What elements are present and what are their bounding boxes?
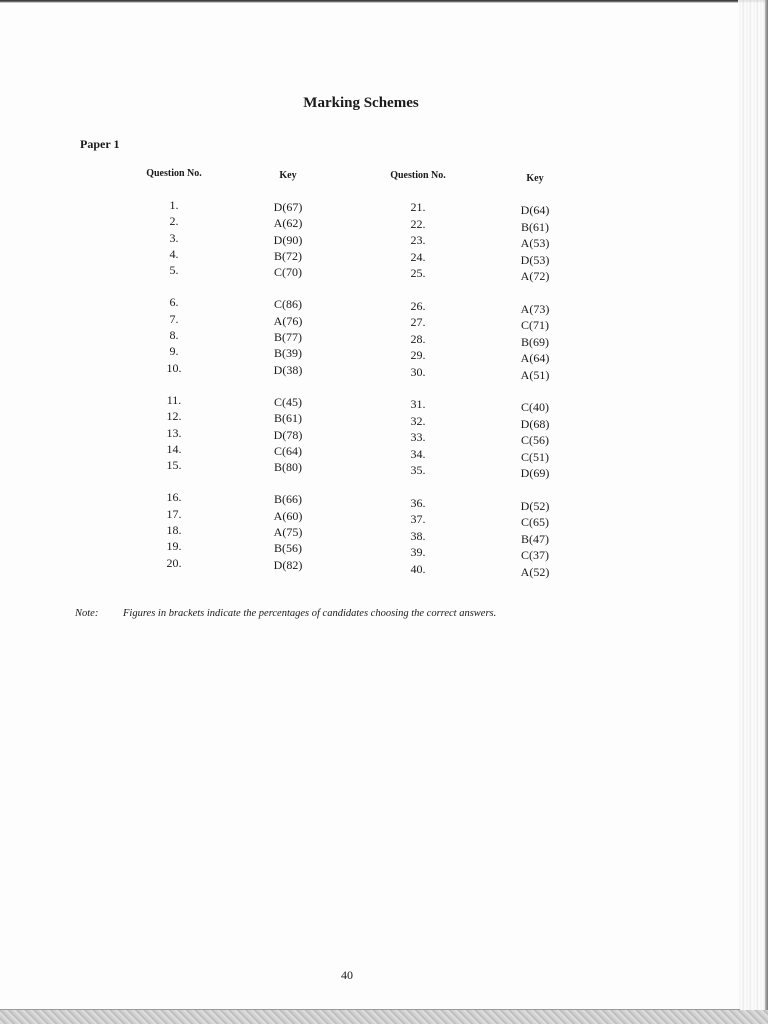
answer-key: B(77) (274, 330, 302, 345)
answer-key: B(56) (274, 541, 302, 556)
answer-key: C(86) (274, 297, 302, 312)
answer-key: A(75) (273, 525, 303, 540)
answer-key: C(70) (274, 265, 302, 280)
question-number: 14. (166, 441, 182, 456)
question-column-left (134, 167, 214, 571)
question-number: 40. (410, 561, 426, 576)
answer-key: C(45) (274, 394, 302, 409)
group-spacer (495, 482, 575, 498)
question-number: 2. (169, 214, 179, 229)
answer-key: A(51) (520, 367, 550, 382)
answer-key: C(71) (521, 318, 549, 332)
question-number: 32. (410, 413, 426, 428)
question-column-right (378, 169, 458, 577)
question-header-left: Question No. (146, 168, 202, 179)
question-number: 11. (166, 392, 182, 407)
question-number: 26. (410, 298, 426, 313)
group-spacer (378, 183, 458, 199)
question-number: 6. (169, 295, 179, 310)
question-number: 16. (166, 490, 182, 505)
question-number: 4. (169, 246, 179, 261)
footnote-label: Note: (75, 608, 99, 619)
question-number: 9. (169, 344, 179, 359)
answer-key: A(76) (273, 313, 303, 328)
question-number: 38. (410, 528, 426, 543)
group-spacer (134, 181, 214, 197)
question-number: 36. (410, 495, 426, 510)
answer-key: D(78) (273, 427, 303, 442)
group-spacer (495, 383, 575, 399)
question-number: 29. (410, 348, 426, 362)
answer-key: D(52) (520, 498, 550, 513)
question-header-right: Question No. (390, 170, 446, 181)
question-number: 19. (166, 539, 182, 554)
answer-key: B(80) (274, 460, 302, 475)
group-spacer (134, 376, 214, 392)
page-title: Marking Schemes (303, 95, 419, 111)
answer-key: A(64) (520, 351, 550, 365)
answer-key: C(64) (274, 443, 302, 458)
question-number: 17. (166, 506, 182, 521)
group-spacer (495, 285, 575, 301)
key-header-left: Key (279, 170, 297, 181)
question-number: 20. (166, 555, 182, 570)
question-number: 39. (410, 545, 426, 559)
answer-key: D(53) (520, 252, 550, 267)
answer-key: D(82) (273, 557, 303, 572)
answer-key: D(67) (273, 200, 303, 214)
scan-bottom-edge (0, 1010, 768, 1024)
question-number: 22. (410, 216, 426, 231)
question-number: 31. (410, 397, 426, 411)
group-spacer (495, 186, 575, 202)
answer-key: D(38) (273, 362, 303, 377)
group-spacer (378, 282, 458, 298)
answer-key: B(72) (274, 248, 302, 263)
question-number: 27. (410, 315, 426, 329)
answer-key: B(47) (521, 531, 549, 546)
page-number: 40 (341, 968, 353, 982)
question-number: 37. (410, 512, 426, 526)
question-number: 28. (410, 331, 426, 346)
question-number: 30. (410, 364, 426, 379)
answer-key: A(53) (520, 236, 550, 250)
question-number: 5. (169, 263, 179, 278)
question-number: 1. (169, 198, 179, 212)
question-number: 21. (410, 200, 426, 214)
answer-key: A(72) (520, 269, 550, 283)
answer-key: B(61) (521, 219, 549, 234)
question-number: 7. (169, 311, 179, 326)
answer-key: C(40) (521, 400, 549, 414)
answer-key: C(56) (521, 433, 549, 447)
scan-right-binding-shadow (738, 0, 768, 1024)
answer-key: C(65) (521, 515, 549, 529)
group-spacer (378, 380, 458, 396)
question-number: 10. (166, 360, 182, 375)
group-spacer (248, 378, 328, 394)
answer-key: C(51) (521, 449, 549, 464)
key-column-left (248, 169, 328, 573)
question-number: 35. (410, 463, 426, 477)
footnote (75, 608, 496, 619)
key-header-right: Key (526, 173, 544, 184)
key-column-right (495, 172, 575, 580)
answer-key: A(62) (273, 216, 303, 231)
group-spacer (134, 473, 214, 489)
answer-key: D(90) (273, 232, 303, 247)
question-number: 24. (410, 249, 426, 264)
question-number: 12. (166, 409, 182, 424)
question-number: 13. (166, 425, 182, 440)
answer-key: D(64) (520, 203, 550, 217)
question-number: 33. (410, 430, 426, 444)
group-spacer (248, 280, 328, 296)
question-number: 34. (410, 446, 426, 461)
question-number: 18. (166, 523, 182, 538)
scan-top-edge (0, 0, 768, 3)
answer-key: B(61) (274, 411, 302, 426)
answer-key: D(69) (520, 466, 550, 480)
answer-key: A(60) (273, 508, 303, 523)
section-heading: Paper 1 (80, 137, 120, 151)
group-spacer (378, 479, 458, 495)
group-spacer (248, 183, 328, 199)
question-number: 15. (166, 458, 182, 473)
answer-key: D(68) (520, 416, 550, 431)
answer-key: B(66) (274, 492, 302, 507)
answer-key: B(69) (521, 334, 549, 349)
question-number: 3. (169, 230, 179, 245)
group-spacer (248, 475, 328, 491)
footnote-text: Figures in brackets indicate the percentages of candidates choosing the correct answers. (123, 608, 497, 619)
question-number: 25. (410, 266, 426, 280)
question-number: 8. (169, 328, 179, 343)
answer-key: B(39) (274, 346, 302, 361)
answer-key: A(52) (520, 564, 550, 579)
answer-key: C(37) (521, 548, 549, 562)
group-spacer (134, 278, 214, 294)
answer-key: A(73) (520, 301, 550, 316)
question-number: 23. (410, 233, 426, 247)
